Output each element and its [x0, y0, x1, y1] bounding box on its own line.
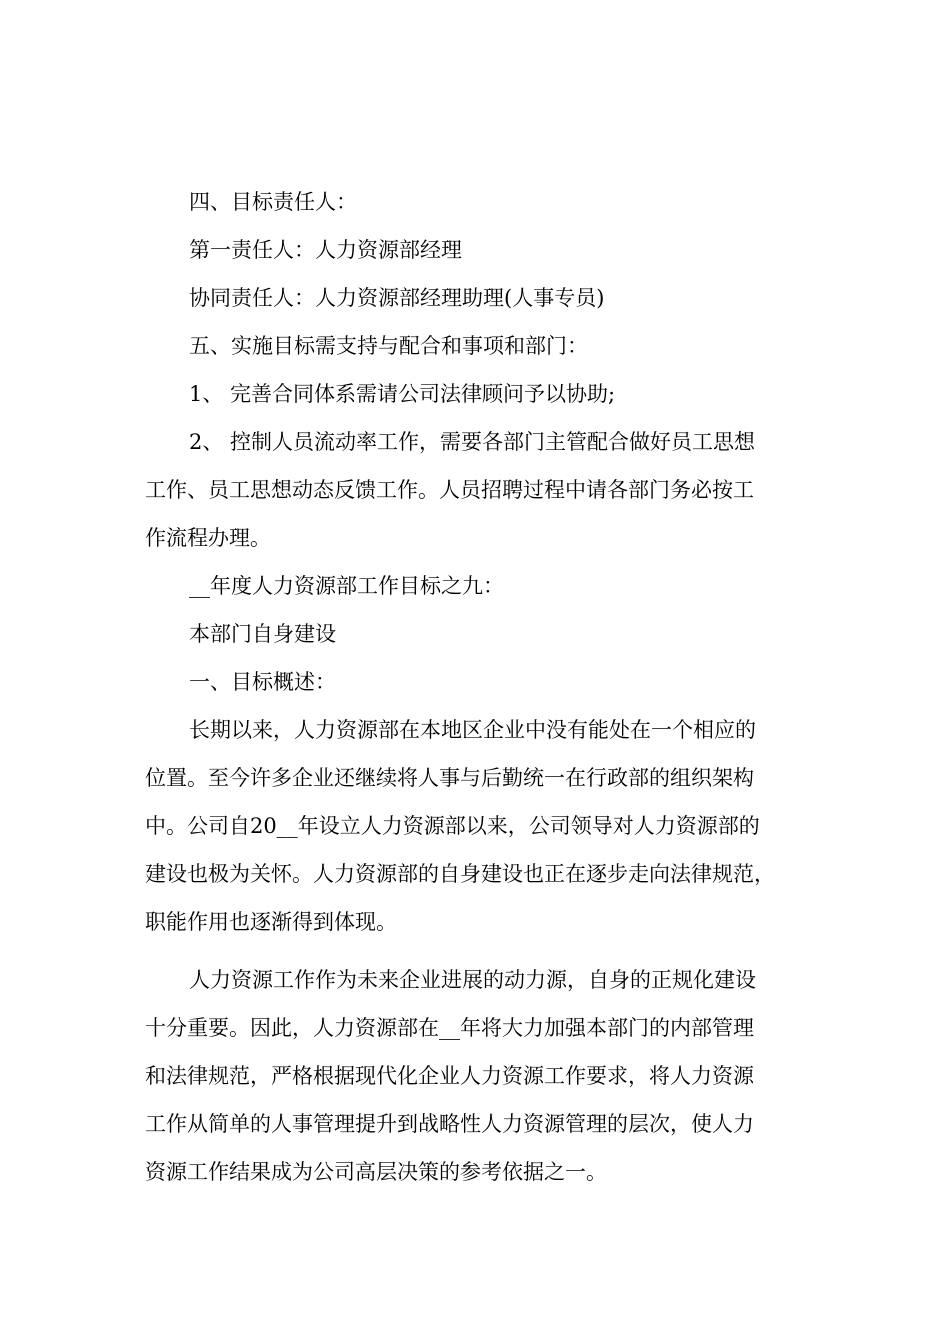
overview-paragraph-2-line-3: 和法律规范，严格根据现代化企业人力资源工作要求，将人力资源 — [145, 1064, 754, 1088]
overview-paragraph-1-line-4: 建设也极为关怀。人力资源部的自身建设也正在逐步走向法律规范， — [145, 862, 775, 886]
overview-paragraph-2-line-5: 资源工作结果成为公司高层决策的参考依据之一。 — [145, 1160, 607, 1184]
section-heading-support: 五、实施目标需支持与配合和事项和部门： — [189, 334, 588, 358]
overview-paragraph-1-line-1: 长期以来，人力资源部在本地区企业中没有能处在一个相应的 — [189, 718, 756, 742]
secondary-responsible-line: 协同责任人：人力资源部经理助理(人事专员) — [189, 286, 605, 310]
support-item-2-line-2: 工作、员工思想动态反馈工作。人员招聘过程中请各部门务必按工 — [145, 478, 754, 502]
document-body — [145, 178, 817, 1196]
support-item-1: 1、 完善合同体系需请公司法律顾问予以协助; — [189, 382, 616, 406]
overview-paragraph-2-line-2: 十分重要。因此，人力资源部在__年将大力加强本部门的内部管理 — [145, 1016, 754, 1040]
support-item-2-line-3: 作流程办理。 — [145, 526, 271, 550]
goal-nine-title: __年度人力资源部工作目标之九： — [189, 574, 504, 598]
overview-paragraph-1-line-5: 职能作用也逐渐得到体现。 — [145, 910, 397, 934]
section-heading-responsible: 四、目标责任人： — [189, 190, 357, 214]
overview-paragraph-2-line-1: 人力资源工作作为未来企业进展的动力源，自身的正规化建设 — [189, 968, 756, 992]
goal-nine-subtitle: 本部门自身建设 — [189, 622, 336, 646]
primary-responsible-line: 第一责任人：人力资源部经理 — [189, 238, 462, 262]
paragraph-gap — [145, 946, 817, 956]
support-item-2-line-1: 2、 控制人员流动率工作，需要各部门主管配合做好员工思想 — [189, 430, 756, 454]
section-heading-overview: 一、目标概述： — [189, 670, 336, 694]
overview-paragraph-1-line-3: 中。公司自20__年设立人力资源部以来，公司领导对人力资源部的 — [145, 814, 760, 838]
overview-paragraph-2-line-4: 工作从简单的人事管理提升到战略性人力资源管理的层次，使人力 — [145, 1112, 754, 1136]
overview-paragraph-1-line-2: 位置。至今许多企业还继续将人事与后勤统一在行政部的组织架构 — [145, 766, 754, 790]
